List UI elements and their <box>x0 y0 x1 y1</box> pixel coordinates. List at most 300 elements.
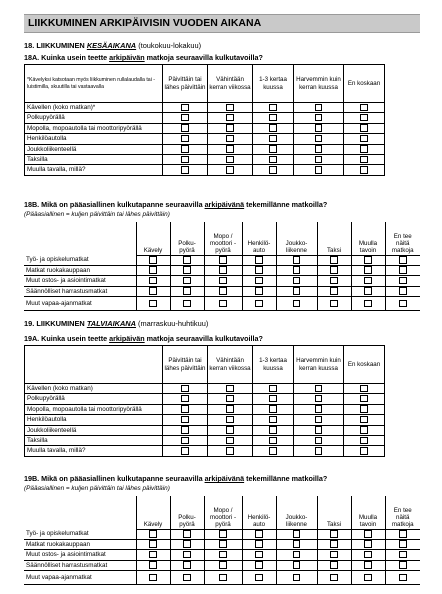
answer-checkbox[interactable] <box>255 551 263 559</box>
answer-checkbox[interactable] <box>330 277 338 285</box>
answer-cell <box>208 155 253 165</box>
answer-cell <box>163 394 208 404</box>
answer-cell <box>276 286 317 296</box>
answer-cell <box>385 276 420 286</box>
answer-cell <box>170 265 204 275</box>
answer-cell <box>294 123 344 133</box>
answer-cell <box>294 436 344 446</box>
mode-row <box>24 571 420 585</box>
answer-cell <box>170 550 204 560</box>
answer-checkbox[interactable] <box>399 287 407 295</box>
answer-checkbox[interactable] <box>364 266 372 274</box>
answer-checkbox[interactable] <box>293 540 301 548</box>
freq-table-summer-wrap <box>24 64 385 176</box>
answer-checkbox[interactable] <box>219 561 227 569</box>
mode-column-header: Henkilö-auto <box>242 496 276 529</box>
answer-cell <box>276 297 317 311</box>
answer-checkbox[interactable] <box>226 405 234 413</box>
answer-checkbox[interactable] <box>226 166 234 174</box>
mode-row <box>24 529 420 539</box>
answer-checkbox[interactable] <box>315 166 323 174</box>
answer-checkbox[interactable] <box>149 530 157 538</box>
answer-checkbox[interactable] <box>226 124 234 132</box>
page-header: LIIKKUMINEN ARKIPÄIVISIN VUODEN AIKANA <box>24 14 420 33</box>
answer-cell <box>136 571 170 585</box>
mode-row <box>24 539 420 549</box>
answer-checkbox[interactable] <box>360 385 368 393</box>
answer-cell <box>204 265 242 275</box>
answer-cell <box>204 560 242 570</box>
answer-cell <box>163 384 208 394</box>
answer-cell <box>317 286 351 296</box>
answer-checkbox[interactable] <box>226 104 234 112</box>
answer-cell <box>253 394 294 404</box>
answer-checkbox[interactable] <box>219 266 227 274</box>
answer-checkbox[interactable] <box>269 437 277 445</box>
answer-checkbox[interactable] <box>181 145 189 153</box>
answer-cell <box>208 165 253 175</box>
mode-column-header: Joukko-liikenne <box>276 496 317 529</box>
answer-cell <box>208 415 253 425</box>
answer-cell <box>385 255 420 265</box>
question-19a: 19A. Kuinka usein teette arkipäivän matkoja seuraavilla kulkutavoilla? <box>24 334 263 343</box>
answer-checkbox[interactable] <box>360 395 368 403</box>
answer-checkbox[interactable] <box>364 574 372 582</box>
section-18-title: 18. LIIKKUMINEN KESÄAIKANA (toukokuu-lokakuu) <box>24 41 202 50</box>
answer-checkbox[interactable] <box>360 426 368 434</box>
answer-cell <box>136 265 170 275</box>
answer-cell <box>276 255 317 265</box>
answer-checkbox[interactable] <box>149 540 157 548</box>
freq-row <box>25 436 385 446</box>
answer-checkbox[interactable] <box>181 156 189 164</box>
answer-checkbox[interactable] <box>226 437 234 445</box>
answer-checkbox[interactable] <box>399 540 407 548</box>
answer-cell <box>170 571 204 585</box>
answer-cell <box>253 103 294 113</box>
answer-cell <box>351 265 385 275</box>
answer-cell <box>204 529 242 539</box>
answer-checkbox[interactable] <box>330 551 338 559</box>
answer-cell <box>276 529 317 539</box>
answer-checkbox[interactable] <box>255 530 263 538</box>
mode-row-label: Säännölliset harrastusmatkat <box>24 560 136 570</box>
answer-cell <box>208 425 253 435</box>
answer-cell <box>204 539 242 549</box>
answer-checkbox[interactable] <box>226 385 234 393</box>
answer-checkbox[interactable] <box>399 574 407 582</box>
freq-row-label: Muulla tavalla, millä? <box>25 446 163 456</box>
answer-cell <box>344 165 385 175</box>
answer-checkbox[interactable] <box>293 574 301 582</box>
answer-checkbox[interactable] <box>219 287 227 295</box>
answer-cell <box>204 297 242 311</box>
freq-column-header: Päivittäin tai lähes päivittäin <box>163 65 208 103</box>
answer-cell <box>242 286 276 296</box>
answer-checkbox[interactable] <box>226 416 234 424</box>
answer-checkbox[interactable] <box>269 405 277 413</box>
answer-cell <box>204 276 242 286</box>
answer-cell <box>385 560 420 570</box>
answer-checkbox[interactable] <box>315 437 323 445</box>
answer-cell <box>294 113 344 123</box>
answer-cell <box>253 144 294 154</box>
answer-checkbox[interactable] <box>330 300 338 308</box>
answer-checkbox[interactable] <box>149 256 157 264</box>
answer-checkbox[interactable] <box>183 574 191 582</box>
answer-checkbox[interactable] <box>315 405 323 413</box>
answer-cell <box>344 415 385 425</box>
answer-cell <box>344 113 385 123</box>
answer-cell <box>170 255 204 265</box>
frequency-table-winter <box>24 345 385 457</box>
answer-checkbox[interactable] <box>255 574 263 582</box>
answer-cell <box>163 144 208 154</box>
answer-checkbox[interactable] <box>360 156 368 164</box>
answer-cell <box>294 134 344 144</box>
mode-column-header: Taksi <box>317 222 351 255</box>
answer-checkbox[interactable] <box>269 145 277 153</box>
answer-checkbox[interactable] <box>255 561 263 569</box>
answer-cell <box>294 394 344 404</box>
mode-row-label: Matkat ruokakauppaan <box>24 265 136 275</box>
answer-cell <box>242 539 276 549</box>
answer-cell <box>170 539 204 549</box>
answer-checkbox[interactable] <box>269 166 277 174</box>
freq-row <box>25 103 385 113</box>
answer-checkbox[interactable] <box>181 385 189 393</box>
answer-checkbox[interactable] <box>315 104 323 112</box>
answer-cell <box>136 560 170 570</box>
answer-checkbox[interactable] <box>293 287 301 295</box>
answer-checkbox[interactable] <box>149 300 157 308</box>
answer-cell <box>136 539 170 549</box>
mode-row <box>24 560 420 570</box>
answer-checkbox[interactable] <box>183 551 191 559</box>
freq-row <box>25 425 385 435</box>
answer-cell <box>294 103 344 113</box>
answer-checkbox[interactable] <box>149 287 157 295</box>
freq-row <box>25 394 385 404</box>
answer-checkbox[interactable] <box>219 540 227 548</box>
answer-checkbox[interactable] <box>181 104 189 112</box>
answer-cell <box>204 571 242 585</box>
freq-row-label: Polkupyörällä <box>25 394 163 404</box>
answer-checkbox[interactable] <box>269 114 277 122</box>
answer-checkbox[interactable] <box>226 135 234 143</box>
question-19b: 19B. Mikä on pääasiallinen kulkutapanne seuraavilla arkipäivänä tekemillänne matkoilla? <box>24 474 328 483</box>
answer-cell <box>385 571 420 585</box>
answer-cell <box>294 425 344 435</box>
answer-checkbox[interactable] <box>269 156 277 164</box>
answer-checkbox[interactable] <box>360 104 368 112</box>
answer-checkbox[interactable] <box>399 300 407 308</box>
answer-checkbox[interactable] <box>399 551 407 559</box>
mode-column-header: Muulla tavoin <box>351 222 385 255</box>
answer-cell <box>344 446 385 456</box>
answer-cell <box>204 550 242 560</box>
freq-row <box>25 165 385 175</box>
answer-cell <box>344 144 385 154</box>
answer-checkbox[interactable] <box>255 300 263 308</box>
answer-cell <box>136 286 170 296</box>
answer-cell <box>208 134 253 144</box>
answer-checkbox[interactable] <box>360 437 368 445</box>
answer-checkbox[interactable] <box>293 277 301 285</box>
answer-cell <box>276 560 317 570</box>
answer-cell <box>253 123 294 133</box>
section-19-title: 19. LIIKKUMINEN TALVIAIKANA (marraskuu-huhtikuu) <box>24 319 209 328</box>
answer-checkbox[interactable] <box>399 277 407 285</box>
answer-checkbox[interactable] <box>269 447 277 455</box>
freq-row-label: Mopolla, mopoautolla tai moottoripyörällä <box>25 404 163 414</box>
answer-cell <box>136 550 170 560</box>
freq-row-label: Taksilla <box>25 155 163 165</box>
answer-checkbox[interactable] <box>269 385 277 393</box>
answer-checkbox[interactable] <box>364 277 372 285</box>
answer-checkbox[interactable] <box>181 395 189 403</box>
answer-checkbox[interactable] <box>269 124 277 132</box>
answer-cell <box>242 550 276 560</box>
answer-checkbox[interactable] <box>315 145 323 153</box>
answer-checkbox[interactable] <box>255 266 263 274</box>
answer-checkbox[interactable] <box>226 156 234 164</box>
answer-checkbox[interactable] <box>364 551 372 559</box>
answer-checkbox[interactable] <box>330 530 338 538</box>
answer-cell <box>351 255 385 265</box>
answer-checkbox[interactable] <box>293 300 301 308</box>
answer-cell <box>317 571 351 585</box>
freq-row <box>25 415 385 425</box>
mode-column-header: Mopo / moottori -pyörä <box>204 496 242 529</box>
answer-checkbox[interactable] <box>293 256 301 264</box>
freq-row-label: Henkilöautolla <box>25 415 163 425</box>
answer-checkbox[interactable] <box>183 256 191 264</box>
answer-checkbox[interactable] <box>226 145 234 153</box>
answer-checkbox[interactable] <box>181 437 189 445</box>
mode-table-summer <box>24 222 420 311</box>
answer-checkbox[interactable] <box>315 135 323 143</box>
answer-cell <box>385 539 420 549</box>
answer-checkbox[interactable] <box>360 145 368 153</box>
answer-cell <box>351 560 385 570</box>
answer-cell <box>276 539 317 549</box>
mode-row-label: Työ- ja opiskelumatkat <box>24 529 136 539</box>
answer-checkbox[interactable] <box>360 405 368 413</box>
answer-checkbox[interactable] <box>315 447 323 455</box>
answer-checkbox[interactable] <box>181 114 189 122</box>
freq-row-label: Polkupyörällä <box>25 113 163 123</box>
mode-table-winter <box>24 496 420 585</box>
answer-checkbox[interactable] <box>293 561 301 569</box>
answer-checkbox[interactable] <box>364 287 372 295</box>
answer-checkbox[interactable] <box>219 574 227 582</box>
answer-cell <box>317 550 351 560</box>
answer-cell <box>351 276 385 286</box>
answer-checkbox[interactable] <box>360 114 368 122</box>
answer-checkbox[interactable] <box>219 277 227 285</box>
answer-cell <box>344 103 385 113</box>
freq-row-label: Muulla tavalla, millä? <box>25 165 163 175</box>
answer-cell <box>351 529 385 539</box>
answer-checkbox[interactable] <box>399 561 407 569</box>
freq-row-label: Kävellen (koko matkan) <box>25 384 163 394</box>
freq-row <box>25 134 385 144</box>
answer-checkbox[interactable] <box>226 395 234 403</box>
answer-checkbox[interactable] <box>255 287 263 295</box>
answer-checkbox[interactable] <box>181 135 189 143</box>
answer-cell <box>317 255 351 265</box>
answer-cell <box>317 276 351 286</box>
answer-checkbox[interactable] <box>269 395 277 403</box>
answer-cell <box>253 155 294 165</box>
answer-cell <box>294 384 344 394</box>
answer-checkbox[interactable] <box>330 287 338 295</box>
answer-checkbox[interactable] <box>149 551 157 559</box>
answer-checkbox[interactable] <box>360 124 368 132</box>
answer-checkbox[interactable] <box>269 416 277 424</box>
answer-checkbox[interactable] <box>183 530 191 538</box>
mode-row <box>24 550 420 560</box>
freq-row <box>25 113 385 123</box>
answer-checkbox[interactable] <box>315 114 323 122</box>
answer-cell <box>294 446 344 456</box>
answer-checkbox[interactable] <box>293 551 301 559</box>
answer-cell <box>208 436 253 446</box>
mode-table-summer-wrap <box>24 222 420 311</box>
answer-checkbox[interactable] <box>149 574 157 582</box>
answer-checkbox[interactable] <box>360 416 368 424</box>
answer-checkbox[interactable] <box>149 277 157 285</box>
mode-column-header: Kävely <box>136 496 170 529</box>
answer-checkbox[interactable] <box>181 447 189 455</box>
answer-cell <box>163 404 208 414</box>
answer-checkbox[interactable] <box>181 124 189 132</box>
answer-cell <box>136 276 170 286</box>
answer-checkbox[interactable] <box>226 426 234 434</box>
answer-cell <box>242 265 276 275</box>
answer-checkbox[interactable] <box>330 540 338 548</box>
answer-checkbox[interactable] <box>183 561 191 569</box>
survey-page <box>24 14 420 581</box>
answer-checkbox[interactable] <box>183 277 191 285</box>
answer-checkbox[interactable] <box>364 300 372 308</box>
answer-checkbox[interactable] <box>330 574 338 582</box>
answer-checkbox[interactable] <box>183 300 191 308</box>
freq-row-label: Mopolla, mopoautolla tai moottoripyörällä <box>25 123 163 133</box>
answer-cell <box>163 123 208 133</box>
answer-checkbox[interactable] <box>181 416 189 424</box>
freq-row <box>25 446 385 456</box>
answer-checkbox[interactable] <box>219 551 227 559</box>
answer-cell <box>136 297 170 311</box>
answer-checkbox[interactable] <box>364 256 372 264</box>
note-18b: (Pääasiallinen = kuljen päivittäin tai lähes päivittäin) <box>24 211 170 218</box>
freq-row-label: Henkilöautolla <box>25 134 163 144</box>
answer-checkbox[interactable] <box>219 256 227 264</box>
mode-row-label: Työ- ja opiskelumatkat <box>24 255 136 265</box>
answer-checkbox[interactable] <box>315 156 323 164</box>
answer-checkbox[interactable] <box>360 447 368 455</box>
answer-checkbox[interactable] <box>226 447 234 455</box>
freq-column-header: Harvemmin kuin kerran kuussa <box>294 346 344 384</box>
answer-checkbox[interactable] <box>315 395 323 403</box>
answer-checkbox[interactable] <box>269 426 277 434</box>
answer-checkbox[interactable] <box>219 530 227 538</box>
answer-cell <box>294 415 344 425</box>
answer-checkbox[interactable] <box>364 540 372 548</box>
answer-cell <box>317 539 351 549</box>
answer-cell <box>170 297 204 311</box>
answer-checkbox[interactable] <box>399 256 407 264</box>
answer-checkbox[interactable] <box>149 561 157 569</box>
answer-cell <box>204 286 242 296</box>
answer-checkbox[interactable] <box>183 540 191 548</box>
answer-checkbox[interactable] <box>219 300 227 308</box>
answer-checkbox[interactable] <box>255 277 263 285</box>
answer-cell <box>385 265 420 275</box>
answer-checkbox[interactable] <box>364 561 372 569</box>
answer-cell <box>351 550 385 560</box>
answer-checkbox[interactable] <box>330 561 338 569</box>
mode-column-header: Polku-pyörä <box>170 496 204 529</box>
answer-checkbox[interactable] <box>330 256 338 264</box>
answer-checkbox[interactable] <box>181 426 189 434</box>
answer-cell <box>385 286 420 296</box>
freq-column-header: 1-3 kertaa kuussa <box>253 346 294 384</box>
answer-checkbox[interactable] <box>360 166 368 174</box>
answer-cell <box>170 276 204 286</box>
answer-checkbox[interactable] <box>255 540 263 548</box>
answer-checkbox[interactable] <box>269 104 277 112</box>
answer-checkbox[interactable] <box>315 416 323 424</box>
answer-checkbox[interactable] <box>315 426 323 434</box>
answer-cell <box>385 297 420 311</box>
mode-table-winter-wrap <box>24 496 420 585</box>
answer-cell <box>317 297 351 311</box>
answer-checkbox[interactable] <box>293 530 301 538</box>
answer-cell <box>294 404 344 414</box>
answer-cell <box>253 425 294 435</box>
answer-checkbox[interactable] <box>399 530 407 538</box>
answer-checkbox[interactable] <box>183 287 191 295</box>
mode-row-label: Säännölliset harrastusmatkat <box>24 286 136 296</box>
answer-checkbox[interactable] <box>149 266 157 274</box>
answer-checkbox[interactable] <box>360 135 368 143</box>
freq-row <box>25 404 385 414</box>
answer-cell <box>208 113 253 123</box>
answer-checkbox[interactable] <box>183 266 191 274</box>
answer-checkbox[interactable] <box>330 266 338 274</box>
mode-column-header: Polku-pyörä <box>170 222 204 255</box>
answer-checkbox[interactable] <box>315 385 323 393</box>
answer-checkbox[interactable] <box>181 166 189 174</box>
question-18a: 18A. Kuinka usein teette arkipäivän matkoja seuraavilla kulkutavoilla? <box>24 53 263 62</box>
answer-cell <box>242 255 276 265</box>
answer-checkbox[interactable] <box>293 266 301 274</box>
mode-column-header: En tee näitä matkoja <box>385 222 420 255</box>
answer-checkbox[interactable] <box>315 124 323 132</box>
answer-checkbox[interactable] <box>399 266 407 274</box>
answer-checkbox[interactable] <box>226 114 234 122</box>
answer-checkbox[interactable] <box>269 135 277 143</box>
freq-row-label: Kävellen (koko matkan)* <box>25 103 163 113</box>
answer-checkbox[interactable] <box>255 256 263 264</box>
answer-checkbox[interactable] <box>181 405 189 413</box>
mode-row <box>24 297 420 311</box>
answer-checkbox[interactable] <box>364 530 372 538</box>
answer-cell <box>208 123 253 133</box>
